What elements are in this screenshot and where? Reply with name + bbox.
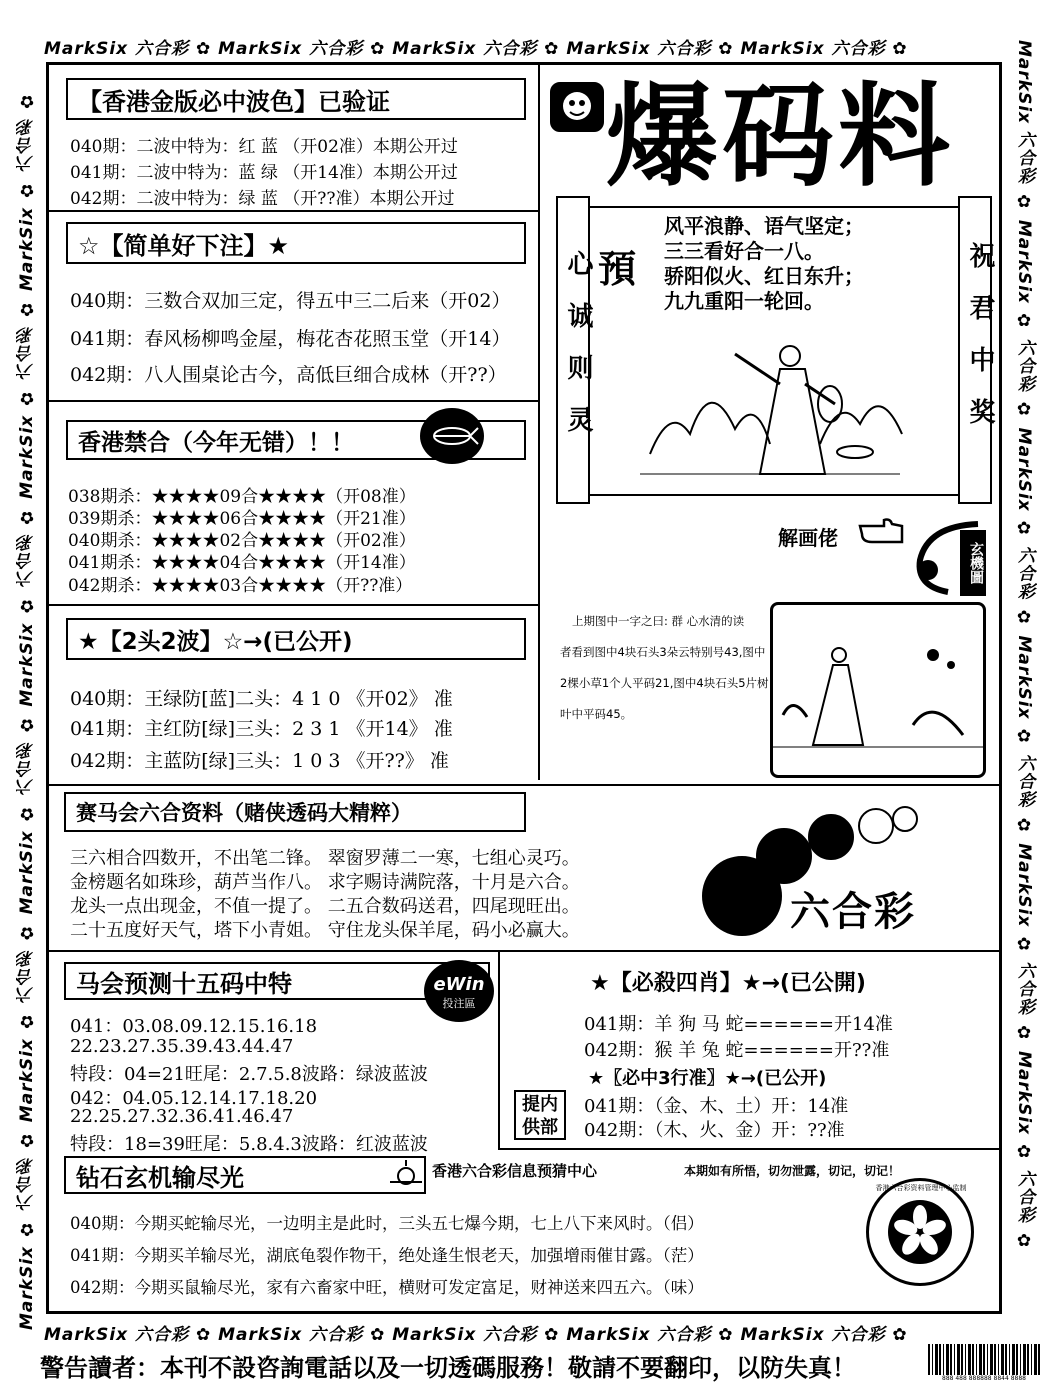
forbidden-line: 039期杀：★★★★06合★★★★（开21准）	[68, 509, 416, 529]
jiehua-label: 解画佬	[778, 526, 838, 550]
frame-left-strip: MarkSix ✿ 六合彩 ✿ MarkSix ✿ 六合彩 ✿ MarkSix ✿ 六合彩 ✿ MarkSix ✿ 六合彩 ✿ MarkSix ✿ 六合彩 ✿ MarkSix ✿ 六合彩 ✿	[17, 90, 37, 1330]
divider	[48, 604, 540, 606]
seal-text: 香港六合彩资料管理中心监制	[875, 1184, 967, 1192]
fish-icon	[420, 408, 484, 464]
wave-line: 041期：二波中特为：蓝 绿 （开14准）本期公开过	[70, 163, 458, 183]
ball-icon	[858, 808, 894, 844]
simple-line: 041期：春风杨柳鸣金屋，梅花杏花照玉堂（开14）	[70, 328, 511, 350]
ball-icon	[702, 856, 782, 936]
ewin-badge	[424, 960, 494, 1022]
diamond-line: 042期：今期买鼠输尽光，家有六畜家中旺，横财可发定富足，财神送来四五六。（味）	[70, 1278, 704, 1297]
bauhinia-seal	[866, 1178, 974, 1286]
diamond-center: 香港六合彩信息预猜中心	[432, 1162, 598, 1180]
predict-title: 马会预测十五码中特	[64, 962, 490, 1000]
kill-line: 042期：猴 羊 兔 蛇======开??准	[584, 1040, 890, 1061]
kill-subtitle: ★〖必中3行准〗★→(已公开)	[588, 1068, 827, 1089]
twohead-line: 040期：王绿防[蓝]二头：4 1 0 《开02》 准	[70, 688, 453, 710]
simple-title: ☆【简单好下注】★	[66, 222, 526, 264]
sun-icon	[384, 1156, 428, 1194]
twohead-title: ★【2头2波】☆→(已公开)	[66, 618, 526, 660]
mascot-icon	[550, 82, 604, 132]
predict-line: 22.25.27.32.36.41.46.47	[70, 1106, 294, 1127]
yu-char: 預	[598, 247, 637, 291]
predict-line: 042：04.05.12.14.17.18.20	[70, 1088, 318, 1109]
wave-title: 【香港金版必中波色】已验证	[66, 78, 526, 120]
horse-line: 金榜题名如珠珍，葫芦当作八。 求字赐诗满院落，十月是六合。	[70, 872, 580, 893]
twohead-line: 042期：主蓝防[绿]三头：1 0 3 《开??》 准	[70, 750, 449, 772]
diamond-line: 040期：今期买蛇输尽光，一边明主是此时，三头五七爆今期，七上八下来风时。（侣）	[70, 1214, 704, 1233]
kill-line2: 042期：（木、火、金）开：??准	[584, 1120, 845, 1141]
frame-bottom-strip: MarkSix 六合彩 ✿ MarkSix 六合彩 ✿ MarkSix 六合彩 ✿ MarkSix 六合彩 ✿ MarkSix 六合彩 ✿	[44, 1325, 908, 1345]
xuanji-label: 玄機圖	[960, 530, 986, 596]
xuanji-emblem	[908, 520, 986, 596]
horse-line: 龙头一点出现金，不值一提了。 二五合数码送君，四尾现旺出。	[70, 896, 580, 917]
forbidden-line: 041期杀：★★★★04合★★★★（开14准）	[68, 553, 416, 573]
prev-note-line: 者看到图中4块石头3朵云特别号43,图中	[560, 645, 766, 659]
divider	[48, 784, 1000, 786]
horse-line: 三六相合四数开，不出笔二锋。 翠窗罗薄二一寒，七组心灵巧。	[70, 848, 580, 869]
predict-line: 041：03.08.09.12.15.16.18	[70, 1016, 318, 1037]
predict-line: 特段：18=39旺尾：5.8.4.3波路：红波蓝波	[70, 1134, 428, 1155]
barcode-digits: 888 488 888888 8844 8888	[928, 1375, 1040, 1382]
barcode	[928, 1344, 1040, 1380]
prev-note-line: 上期图中一字之曰: 群 心水清的读	[572, 614, 745, 628]
ewin-badge-top: eWin	[433, 974, 485, 995]
scroll-left-text: 心诚则灵	[563, 250, 593, 458]
column-divider	[538, 64, 540, 780]
warning-text: 警告讀者：本刊不設咨詢電話以及一切透碼服務！敬請不要翻印，以防失真！	[40, 1354, 856, 1382]
prev-note-line: 2棵小草1个人平码21,图中4块石头5片树	[560, 676, 769, 690]
sage-illustration	[640, 334, 910, 484]
scroll-right	[958, 196, 995, 504]
frame-top-strip: MarkSix 六合彩 ✿ MarkSix 六合彩 ✿ MarkSix 六合彩 ✿ MarkSix 六合彩 ✿ MarkSix 六合彩 ✿	[44, 39, 908, 59]
wave-line: 040期：二波中特为：红 蓝 （开02准）本期公开过	[70, 137, 458, 157]
ball-icon	[808, 814, 854, 860]
kill-line: 041期：羊 狗 马 蛇======开14准	[584, 1014, 893, 1035]
marksix-logo-text: 六合彩	[790, 889, 916, 935]
prev-picture	[770, 602, 986, 778]
predict-line: 特段：04=21旺尾：2.7.5.8波路：绿波蓝波	[70, 1064, 428, 1085]
wave-line: 042期：二波中特为：绿 蓝 （开??准）本期公开过	[70, 189, 455, 209]
poem-line: 风平浪静、语气坚定；	[664, 214, 864, 238]
poem-line: 三三看好合一八。	[664, 239, 824, 263]
scroll-left	[556, 196, 593, 504]
poem-line: 骄阳似火、红日东升；	[664, 264, 864, 288]
diamond-line: 041期：今期买羊输尽光，湖底龟裂作物干，绝处逢生恨老天，加强增雨催甘露。（茫）	[70, 1246, 704, 1265]
kill-title: ★【必殺四肖】★→(已公開)	[590, 971, 866, 996]
ball-icon	[892, 806, 918, 832]
forbidden-line: 040期杀：★★★★02合★★★★（开02准）	[68, 531, 416, 551]
forbidden-title: 香港禁合（今年无错）！！	[66, 420, 526, 460]
simple-line: 040期：三数合双加三定，得五中三二后来（开02）	[70, 290, 511, 312]
prev-note-line: 叶中平码45。	[560, 707, 633, 721]
simple-line: 042期：八人围桌论古今，高低巨细合成林（开??）	[70, 364, 507, 386]
scroll-right-text: 祝君中奖	[965, 242, 995, 450]
masthead-title: 爆码料	[606, 72, 954, 202]
internal-tag: 提内供部	[514, 1090, 566, 1140]
kill-line2: 041期：（金、木、土）开：14准	[584, 1096, 849, 1117]
horse-line: 二十五度好天气，塔下小青姐。 守住龙头保羊尾，码小必赢大。	[70, 920, 580, 941]
ewin-badge-bottom: 投注區	[442, 997, 476, 1010]
prev-note	[560, 606, 769, 730]
forbidden-line: 042期杀：★★★★03合★★★★（开??准）	[68, 576, 413, 596]
poem-line: 九九重阳一轮回。	[664, 289, 824, 313]
twohead-line: 041期：主红防[绿]三头：2 3 1 《开14》 准	[70, 718, 453, 740]
predict-line: 22.23.27.35.39.43.44.47	[70, 1036, 294, 1057]
pointing-hand-icon	[858, 516, 904, 548]
frame-right-strip: MarkSix 六合彩 ✿ MarkSix ✿ 六合彩 ✿ MarkSix ✿ 六合彩 ✿ MarkSix ✿ 六合彩 ✿ MarkSix ✿ 六合彩 ✿ MarkSix ✿ 六合彩 ✿	[1014, 40, 1034, 1252]
diamond-note: 本期如有所悟，切勿泄露，切记，切记！	[684, 1164, 901, 1178]
divider	[48, 400, 540, 402]
diamond-title: 钻石玄机输尽光	[64, 1156, 426, 1194]
horse-title: 赛马会六合资料（赌侠透码大精粹）	[64, 792, 526, 832]
poem-block	[664, 214, 864, 314]
forbidden-line: 038期杀：★★★★09合★★★★（开08准）	[68, 487, 416, 507]
